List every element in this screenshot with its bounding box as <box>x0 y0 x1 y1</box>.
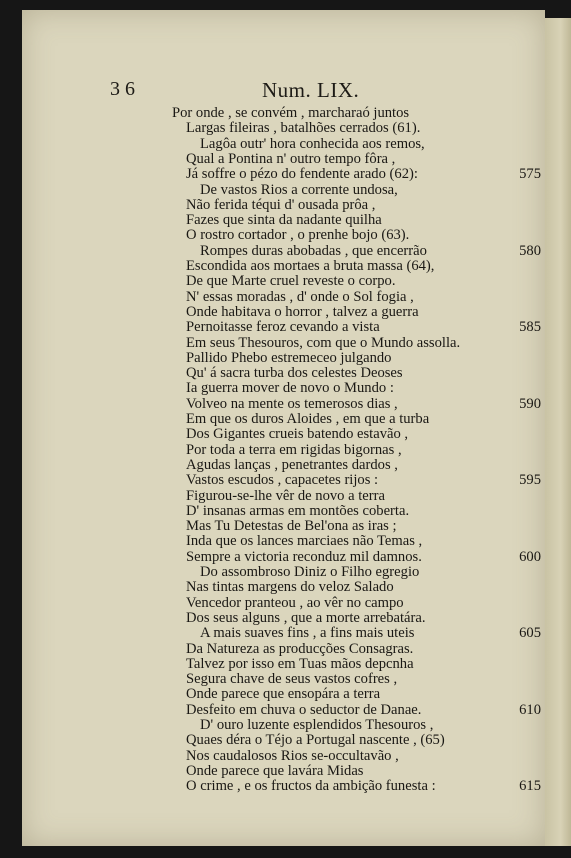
verse-line: Agudas lanças , penetrantes dardos , <box>186 456 398 473</box>
verse-line: Desfeito em chuva o seductor de Danae. <box>186 701 422 718</box>
verse-line: A mais suaves fins , a fins mais uteis <box>200 625 415 642</box>
verse-line: O rostro cortador , o prenhe bojo (63). <box>186 227 410 244</box>
verse-line: Lagôa outr' hora conhecida aos remos, <box>200 135 425 152</box>
verse-line: Escondida aos mortaes a bruta massa (64), <box>186 258 435 274</box>
verse-line: Fazes que sinta da nadante quilha <box>186 212 382 229</box>
verse-line: Onde parece que lavára Midas <box>186 762 364 779</box>
verse-line: Qu' á sacra turba dos celestes Deoses <box>186 365 403 382</box>
verse-line: Inda que os lances marciaes não Temas , <box>186 533 423 550</box>
verse-line: Da Natureza as producções Consagras. <box>186 640 414 657</box>
verse-line: Por onde , se convém , marcharaó juntos <box>172 105 410 121</box>
line-number: 580 <box>519 242 541 259</box>
line-number: 595 <box>519 472 541 489</box>
verse-line: Largas fileiras , batalhões cerrados (61). <box>186 120 421 137</box>
verse-line: Do assombroso Diniz o Filho egregio <box>200 564 420 580</box>
verse-line: Figurou-se-lhe vêr de novo a terra <box>186 487 385 504</box>
verse-line: N' essas moradas , d' onde o Sol fogia , <box>186 288 414 305</box>
line-number: 590 <box>519 395 541 412</box>
verse-line: Onde habitava o horror , talvez a guerra <box>186 303 419 320</box>
verse-line: Sempre a victoria reconduz mil damnos. <box>186 548 422 565</box>
verse-line: O crime , e os fructos da ambição funesta : <box>186 778 436 795</box>
verse-line: Mas Tu Detestas de Bel'ona as iras ; <box>186 518 397 535</box>
verse-line: Dos Gigantes crueis batendo estavão , <box>186 426 409 443</box>
verse-line: Vastos escudos , capacetes rijos : <box>186 472 379 489</box>
verse-line: Qual a Pontina n' outro tempo fôra , <box>186 150 396 167</box>
verse-line: Vencedor pranteou , ao vêr no campo <box>186 594 404 611</box>
line-number: 575 <box>519 166 541 183</box>
verse-line: Talvez por isso em Tuas mãos depcnha <box>186 655 414 672</box>
line-number: 615 <box>519 778 541 795</box>
line-number: 610 <box>519 701 541 718</box>
running-head: Num. LIX. <box>262 78 360 102</box>
verse-line: Em seus Thesouros, com que o Mundo assolla. <box>186 334 461 351</box>
verse-line: Quaes déra o Téjo a Portugal nascente , (65) <box>186 732 445 749</box>
page-number: 3 6 <box>110 78 135 100</box>
verse-line: Em que os duros Aloides , em que a turba <box>186 411 430 427</box>
verse-line: Nos caudalosos Rios se-occultavão , <box>186 747 399 764</box>
line-number: 600 <box>519 548 541 565</box>
verse-line: Não ferida téqui d' ousada prôa , <box>186 196 376 213</box>
verse-line: Pernoitasse feroz cevando a vista <box>186 319 380 336</box>
verse-line: Pallido Phebo estremeceo julgando <box>186 349 392 366</box>
line-number: 605 <box>519 625 541 642</box>
verse-line: Ia guerra mover de novo o Mundo : <box>186 380 394 397</box>
verse-line: D' ouro luzente esplendidos Thesouros , <box>200 717 434 733</box>
verse-line: Volveo na mente os temerosos dias , <box>186 395 398 412</box>
verse-line: Nas tintas margens do veloz Salado <box>186 579 394 596</box>
verse-line: Por toda a terra em rigidas bigornas , <box>186 441 402 458</box>
verse-line: Rompes duras abobadas , que encerrão <box>200 242 427 259</box>
verse-line: De que Marte cruel reveste o corpo. <box>186 273 396 290</box>
verse-line: De vastos Rios a corrente undosa, <box>200 181 398 198</box>
verse-line: Já soffre o pézo do fendente arado (62): <box>186 166 418 183</box>
verse-line: Onde parece que ensopára a terra <box>186 686 381 703</box>
verse-line: Segura chave de seus vastos cofres , <box>186 671 398 688</box>
verse-line: Dos seus alguns , que a morte arrebatára. <box>186 609 426 626</box>
verse-line: D' insanas armas em montões coberta. <box>186 502 410 519</box>
line-number: 585 <box>519 319 541 336</box>
